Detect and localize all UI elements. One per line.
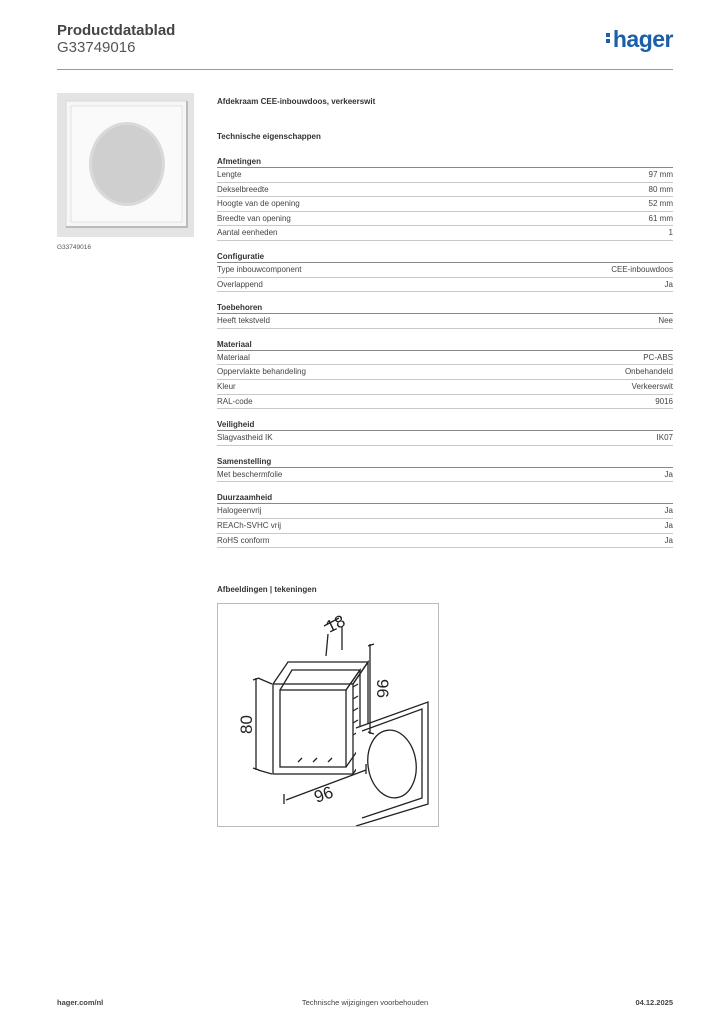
spec-row [217,183,673,198]
spec-row [217,468,673,483]
section-title: Samenstelling [217,456,673,468]
hager-logo [606,26,673,53]
section-title: Duurzaamheid [217,492,673,504]
spec-row [217,380,673,395]
spec-row [217,226,673,241]
spec-label: Hoogte van de opening [217,199,300,209]
spec-label: Lengte [217,170,242,179]
spec-row [217,278,673,293]
spec-section [217,456,673,483]
drawings-title: Afbeeldingen | tekeningen [217,585,317,594]
spec-value: 97 mm [648,170,673,179]
spec-label: Type inbouwcomponent [217,264,302,274]
dimension-drawing-icon [218,604,438,826]
spec-label: Dekselbreedte [217,184,269,194]
image-caption: G33749016 [57,244,91,251]
spec-value: 80 mm [648,184,673,194]
section-title: Materiaal [217,339,673,351]
dim-depth-label: 18 [322,611,349,637]
spec-row [217,431,673,446]
logo-text: hager [612,26,673,52]
spec-section [217,339,673,409]
spec-row [217,263,673,278]
spec-value: 61 mm [648,213,673,223]
spec-value: CEE-inbouwdoos [611,264,673,274]
spec-label: Breedte van opening [217,213,291,223]
spec-row [217,365,673,380]
spec-row [217,212,673,227]
spec-label: Heeft tekstveld [217,316,270,326]
spec-section [217,302,673,329]
spec-row [217,519,673,534]
spec-value: Onbehandeld [624,367,673,377]
spec-label: Materiaal [217,352,250,362]
spec-value: Nee [658,316,673,326]
frame-photo-icon [57,93,194,237]
section-title: Afmetingen [217,156,673,168]
spec-row [217,197,673,212]
spec-value: Ja [664,520,673,530]
spec-sections [217,156,673,548]
footer-date: 04.12.2025 [635,998,673,1007]
technical-drawing [217,603,439,827]
product-photo [57,93,194,237]
spec-row [217,351,673,366]
spec-label: Met beschermfolie [217,469,283,479]
spec-label: REACh-SVHC vrij [217,520,282,530]
spec-value: 1 [668,228,673,238]
spec-row [217,534,673,549]
spec-label: RAL-code [217,396,253,406]
product-code: G33749016 [57,39,136,56]
spec-value: 52 mm [648,199,673,209]
spec-label: Overlappend [217,279,263,289]
spec-value: PC-ABS [643,352,673,362]
spec-row [217,504,673,519]
spec-row [217,168,673,183]
spec-value: Ja [664,279,673,289]
spec-label: Oppervlakte behandeling [217,367,306,377]
spec-value: 9016 [655,396,673,406]
tech-properties-title: Technische eigenschappen [217,132,321,141]
header-divider [57,69,673,70]
spec-row [217,395,673,410]
spec-label: RoHS conform [217,535,270,545]
spec-section [217,156,673,241]
spec-value: Verkeerswit [631,381,673,391]
dim-side-label: 80 [237,715,256,734]
logo-dots-icon [606,31,612,45]
spec-value: Ja [664,535,673,545]
spec-value: Ja [664,469,673,479]
spec-row [217,314,673,329]
spec-section [217,251,673,292]
spec-label: Halogeenvrij [217,506,262,516]
spec-value: IK07 [656,433,673,443]
spec-section [217,492,673,548]
section-title: Veiligheid [217,419,673,431]
spec-label: Kleur [217,381,236,391]
section-title: Toebehoren [217,302,673,314]
spec-section [217,419,673,446]
footer-website-link[interactable]: hager.com/nl [57,998,104,1007]
dim-width-label: 96 [311,782,336,807]
spec-label: Aantal eenheden [217,228,278,238]
page-header [57,22,673,68]
spec-content [217,97,673,548]
spec-value: Ja [664,506,673,516]
footer-disclaimer: Technische wijzigingen voorbehouden [301,998,429,1007]
dim-height-label: 96 [373,679,392,698]
section-title: Configuratie [217,251,673,263]
spec-label: Slagvastheid IK [217,433,273,443]
document-title: Productdatablad [57,22,176,39]
product-name: Afdekraam CEE-inbouwdoos, verkeerswit [217,97,376,106]
